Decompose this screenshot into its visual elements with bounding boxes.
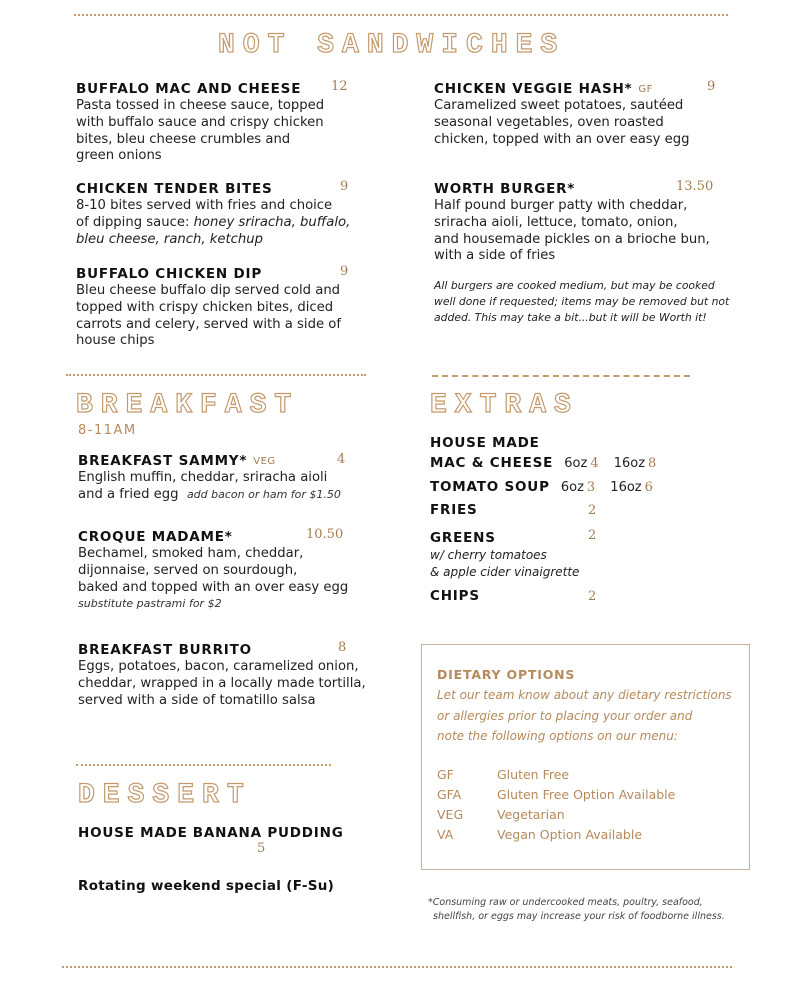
top-divider	[74, 14, 728, 16]
size-small: 6oz	[564, 456, 588, 471]
dietary-option-gfa: GFA Gluten Free Option Available	[437, 787, 676, 802]
item-price: 2	[588, 589, 597, 604]
price-large: 8	[648, 456, 657, 471]
item-name: CHICKEN VEGGIE HASH*	[434, 81, 633, 97]
item-name-line1: HOUSE MADE	[78, 825, 188, 841]
section-title-extras: EXTRAS	[430, 390, 579, 421]
item-price: 5	[257, 841, 266, 856]
item-name: BREAKFAST BURRITO	[78, 642, 252, 658]
extra-mac-and-cheese: HOUSE MADE MAC & CHEESE 6oz 4 16oz 8	[430, 435, 657, 471]
breakfast-divider	[66, 374, 366, 376]
item-price: 9	[340, 179, 349, 194]
item-name: CHICKEN TENDER BITES	[76, 181, 273, 197]
dietary-option-va: VA Vegan Option Available	[437, 827, 643, 842]
price-small: 4	[590, 456, 599, 471]
size-small: 6oz	[560, 480, 584, 495]
dietary-option-veg: VEG Vegetarian	[437, 807, 565, 822]
price-small: 3	[586, 480, 596, 495]
breakfast-hours: 8-11AM	[78, 423, 137, 438]
dietary-tag: GF	[638, 84, 653, 95]
extra-fries: FRIES	[430, 502, 478, 518]
item-price: 10.50	[306, 527, 344, 542]
dietary-option-gf: GF Gluten Free	[437, 767, 570, 782]
menu-item-banana-pudding	[78, 822, 344, 841]
menu-item-chicken-veggie-hash	[434, 78, 734, 148]
item-name: BREAKFAST SAMMY*	[78, 453, 248, 469]
item-description: Pasta tossed in cheese sauce, topped with buffalo sauce and crispy chicken bites, bleu cheese crumbles and green onions	[76, 98, 325, 164]
item-price: 8	[338, 640, 347, 655]
menu-item-breakfast-sammy	[78, 450, 398, 504]
item-price: 9	[340, 264, 349, 279]
item-price: 9	[707, 79, 716, 94]
item-name: WORTH BURGER*	[434, 181, 576, 197]
item-description: Bleu cheese buffalo dip served cold and topped with crispy chicken bites, diced carrots and celery, served with a side of house chips	[76, 283, 341, 349]
extra-greens: GREENS w/ cherry tomatoes & apple cider vinaigrette	[430, 530, 580, 579]
item-price: 2	[588, 503, 597, 518]
menu-item-breakfast-burrito	[78, 639, 398, 709]
item-name: CROQUE MADAME*	[78, 529, 233, 545]
burger-note: All burgers are cooked medium, but may be cooked well done if requested; items may be removed but not added. This may take a bit...but it will be Worth it!	[434, 279, 730, 324]
size-large: 16oz	[610, 480, 642, 495]
dessert-divider	[76, 764, 331, 766]
item-price: 13.50	[676, 179, 714, 194]
menu-item-chicken-tender-bites	[76, 178, 376, 248]
item-price: 12	[331, 79, 348, 94]
item-description: Half pound burger patty with cheddar, sriracha aioli, lettuce, tomato, onion, and housemade pickles on a brioche bun, with a side of fries	[434, 198, 710, 264]
bottom-divider	[62, 966, 732, 968]
item-description: Eggs, potatoes, bacon, caramelized onion, cheddar, wrapped in a locally made tortilla, served with a side of tomatillo salsa	[78, 659, 366, 708]
item-addon: substitute pastrami for $2	[78, 597, 222, 611]
section-title-not-sandwiches: NOT SANDWICHES	[218, 30, 566, 61]
item-description: English muffin, cheddar, sriracha aioli and a fried egg add bacon or ham for $1.50	[78, 470, 341, 502]
item-description: 8-10 bites served with fries and choice of dipping sauce: honey sriracha, buffalo, bleu cheese, ranch, ketchup	[76, 198, 351, 247]
dietary-tag: VEG	[253, 456, 276, 467]
section-title-dessert: DESSERT	[78, 780, 252, 811]
item-description: w/ cherry tomatoes & apple cider vinaigrette	[430, 548, 580, 579]
menu-item-buffalo-chicken-dip	[76, 263, 376, 350]
menu-item-croque-madame	[78, 526, 398, 613]
extras-divider	[432, 375, 690, 377]
item-addon: add bacon or ham for $1.50	[186, 487, 341, 501]
item-name: BUFFALO MAC AND CHEESE	[76, 81, 302, 97]
item-price: 2	[588, 528, 597, 543]
item-description: Bechamel, smoked ham, cheddar, dijonnaise, served on sourdough, baked and topped with an over easy egg substitute pastrami for $2	[78, 546, 398, 613]
food-safety-footnote: *Consuming raw or undercooked meats, poultry, seafood, shellfish, or eggs may increase your risk of foodborne illness.	[428, 897, 725, 922]
section-title-breakfast: BREAKFAST	[76, 390, 300, 421]
size-large: 16oz	[613, 456, 646, 471]
price-large: 6	[644, 480, 653, 495]
dietary-intro: Let our team know about any dietary restrictions or allergies prior to placing your order and note the following options on our menu:	[437, 688, 732, 743]
item-description: Caramelized sweet potatoes, sautéed seasonal vegetables, oven roasted chicken, topped with an over easy egg	[434, 98, 690, 147]
item-price: 4	[337, 452, 346, 467]
weekend-special: Rotating weekend special (F-Su)	[78, 878, 335, 894]
item-name-line2: BANANA PUDDING	[192, 825, 344, 841]
dietary-options-title: DIETARY OPTIONS	[437, 667, 576, 682]
extra-chips: CHIPS	[430, 588, 480, 604]
item-name: BUFFALO CHICKEN DIP	[76, 266, 263, 282]
extra-tomato-soup: TOMATO SOUP 6oz 3 16oz 6	[430, 479, 653, 495]
